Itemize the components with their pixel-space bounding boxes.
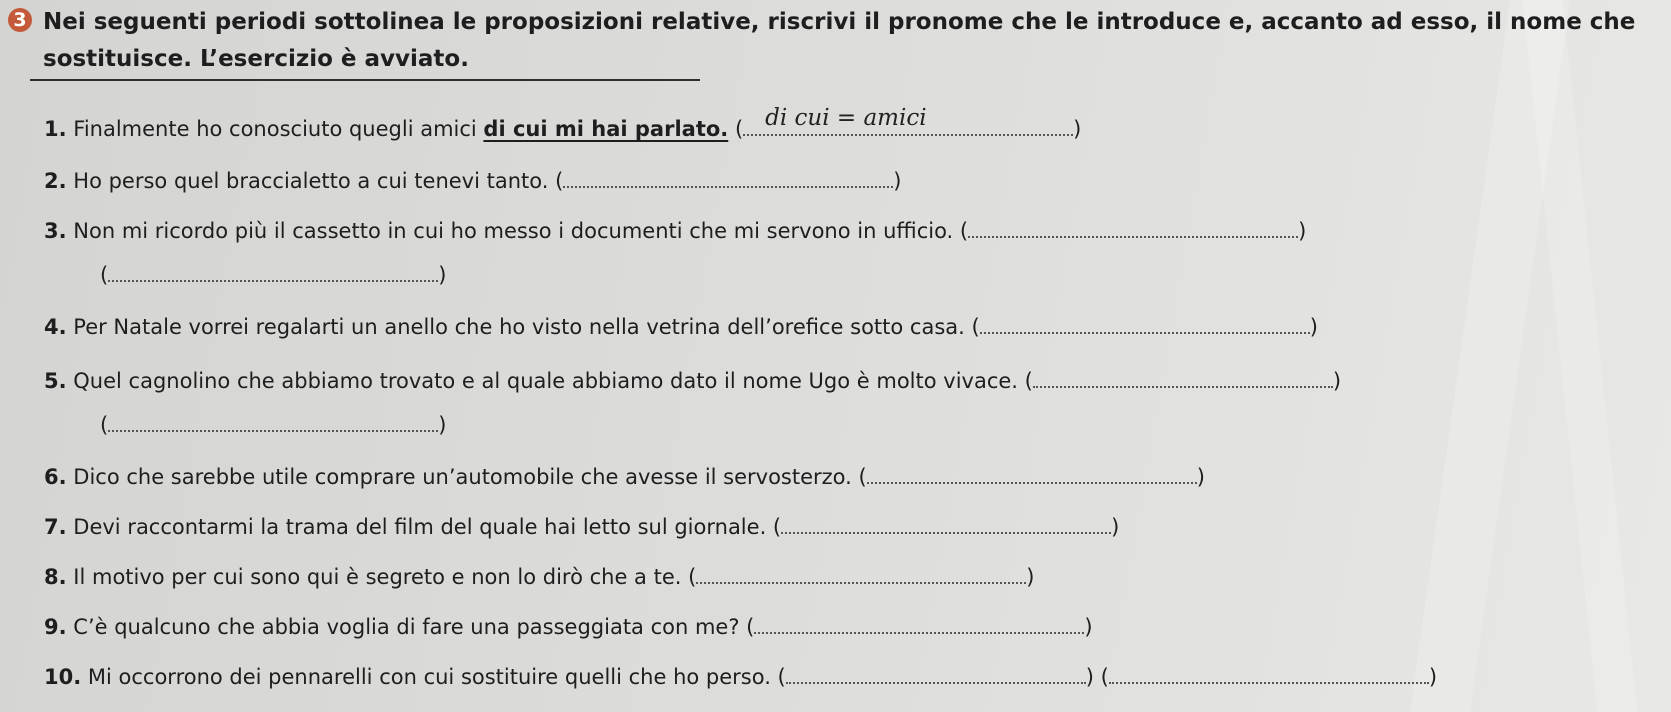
instruction-underline — [30, 79, 700, 81]
list-item — [44, 462, 1205, 492]
item-close: ) — [1085, 665, 1094, 689]
item-close: ) — [1084, 615, 1093, 639]
item-open: ( — [1100, 665, 1109, 689]
item-text-open: ( — [728, 117, 744, 141]
list-item — [44, 312, 1318, 342]
list-item — [44, 512, 1119, 542]
list-item-continuation — [100, 410, 446, 440]
list-item — [44, 166, 902, 196]
answer-field[interactable] — [786, 662, 1086, 684]
item-number: 2. — [44, 169, 67, 193]
answer-field[interactable] — [743, 105, 1073, 136]
item-text: Devi raccontarmi la trama del film del quale hai letto sul giornale. ( — [73, 515, 782, 539]
item-text: Dico che sarebbe utile comprare un’automobile che avesse il servosterzo. ( — [73, 465, 867, 489]
item-close: ) — [893, 169, 902, 193]
item-number: 9. — [44, 615, 67, 639]
relative-clause-underlined: di cui mi hai parlato. — [483, 117, 729, 141]
list-item — [44, 612, 1093, 642]
item-number: 7. — [44, 515, 67, 539]
item-close: ) — [1111, 515, 1120, 539]
item-close: ) — [438, 263, 447, 287]
answer-field[interactable] — [781, 512, 1111, 534]
answer-field[interactable] — [696, 562, 1026, 584]
answer-field[interactable] — [108, 260, 438, 282]
answer-field[interactable] — [1109, 662, 1429, 684]
item-close: ) — [1196, 465, 1205, 489]
item-close: ) — [1428, 665, 1438, 689]
handwritten-answer: di cui = amici — [765, 105, 927, 131]
item-number: 5. — [44, 369, 67, 393]
item-text: Mi occorrono dei pennarelli con cui sostituire quelli che ho perso. ( — [87, 665, 786, 689]
item-number: 6. — [44, 465, 67, 489]
item-close: ) — [438, 413, 447, 437]
item-text: Quel cagnolino che abbiamo trovato e al quale abbiamo dato il nome Ugo è molto vivace. ( — [73, 369, 1033, 393]
item-text: Finalmente ho conosciuto quegli amici — [73, 117, 484, 141]
item-text: Non mi ricordo più il cassetto in cui ho messo i documenti che mi servono in ufficio. ( — [73, 219, 969, 243]
answer-field[interactable] — [980, 312, 1310, 334]
item-close: ) — [1298, 219, 1307, 243]
list-item — [44, 366, 1341, 396]
item-close: ) — [1332, 369, 1342, 393]
answer-field[interactable] — [108, 410, 438, 432]
answer-field[interactable] — [968, 216, 1298, 238]
list-item — [44, 662, 1437, 692]
item-number: 8. — [44, 565, 67, 589]
list-item — [44, 216, 1306, 246]
item-text: C’è qualcuno che abbia voglia di fare una passeggiata con me? ( — [73, 615, 755, 639]
exercise-instruction: Nei seguenti periodi sottolinea le proposizioni relative, riscrivi il pronome che le introduce e, accanto ad esso, il nome che sostituisce. L’esercizio è avviato. — [43, 9, 1636, 72]
answer-field[interactable] — [563, 166, 893, 188]
answer-field[interactable] — [1033, 366, 1333, 388]
item-number: 3. — [44, 219, 67, 243]
exercise-number-badge: 3 — [8, 8, 32, 32]
answer-field[interactable] — [867, 462, 1197, 484]
item-number: 1. — [44, 117, 67, 141]
item-close: ) — [1026, 565, 1035, 589]
item-text: Per Natale vorrei regalarti un anello che ho visto nella vetrina dell’orefice sotto casa. ( — [73, 315, 980, 339]
item-number: 4. — [44, 315, 67, 339]
item-text: Il motivo per cui sono qui è segreto e non lo dirò che a te. ( — [73, 565, 697, 589]
paper-fold-shade — [1523, 0, 1638, 712]
item-open: ( — [100, 413, 109, 437]
answer-field[interactable] — [754, 612, 1084, 634]
item-open: ( — [100, 263, 109, 287]
list-item — [44, 105, 1082, 144]
list-item — [44, 562, 1035, 592]
item-number: 10. — [44, 665, 82, 689]
item-close: ) — [1309, 315, 1318, 339]
item-text: Ho perso quel braccialetto a cui tenevi tanto. ( — [73, 169, 564, 193]
list-item-continuation — [100, 260, 446, 290]
item-close: ) — [1073, 117, 1082, 141]
